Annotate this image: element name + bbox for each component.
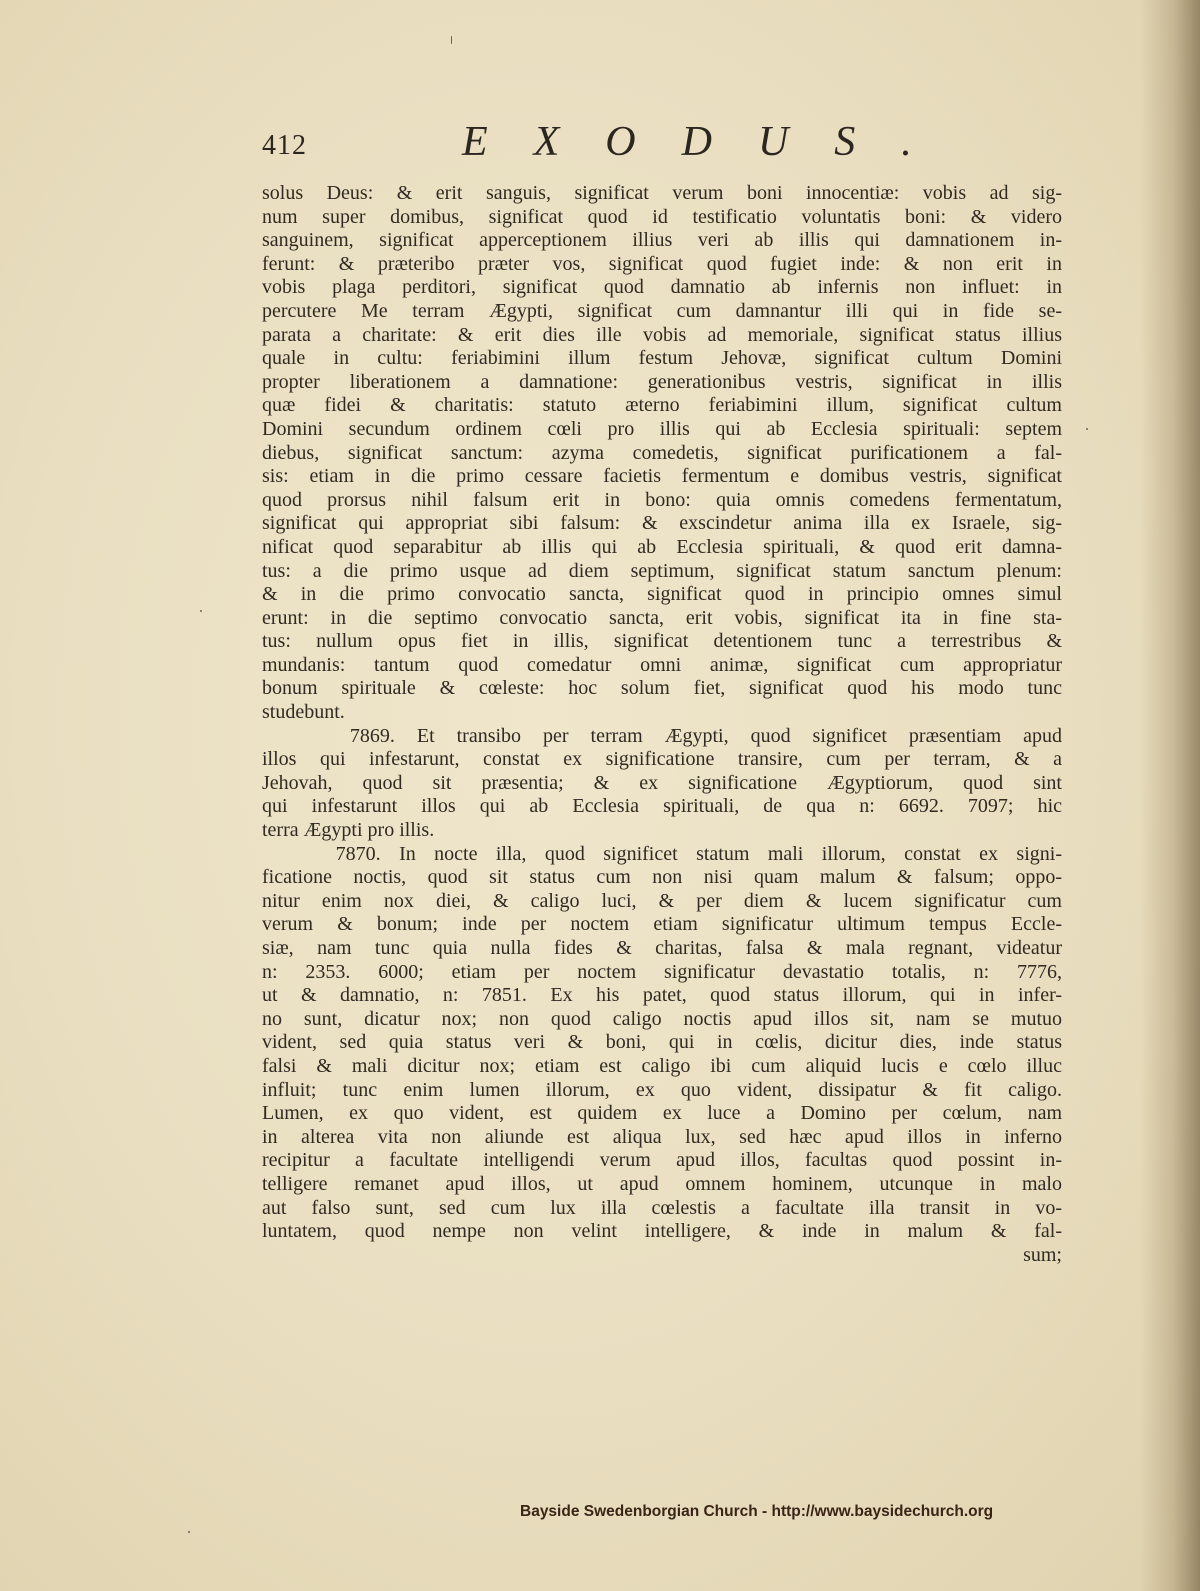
text-line: qui infestarunt illos qui ab Ecclesia spirituali, de qua n: 6692. 7097; hic <box>262 795 1062 818</box>
page-number: 412 <box>262 130 307 161</box>
page-edge-shadow <box>1140 0 1200 1591</box>
paper-speck <box>188 1531 190 1533</box>
text-line: ficatione noctis, quod sit status cum non nisi quam malum & falsum; oppo- <box>262 866 1062 889</box>
text-line: Jehovah, quod sit præsentia; & ex significatione Ægyptiorum, quod sint <box>262 771 1062 794</box>
text-line: aut falso sunt, sed cum lux illa cœlestis a facultate illa transit in vo- <box>262 1196 1062 1219</box>
text-line: illos qui infestarunt, constat ex significatione transire, cum per terram, & a <box>262 748 1062 771</box>
text-line: mundanis: tantum quod comedatur omni animæ, significat cum appropriatur <box>262 653 1062 676</box>
running-title: EXODUS. <box>462 119 958 165</box>
text-line: nificat quod separabitur ab illis qui ab Ecclesia spirituali, & quod erit damna- <box>262 535 1062 558</box>
text-line: diebus, significat sanctum: azyma comedetis, significat purificationem a fal- <box>262 441 1062 464</box>
catchword: sum; <box>1023 1243 1062 1266</box>
text-line: erunt: in die septimo convocatio sancta, erit vobis, significat ita in fine sta- <box>262 606 1062 629</box>
text-line: tus: nullum opus fiet in illis, significat detentionem tunc a terrestribus & <box>262 630 1062 653</box>
text-line: tus: a die primo usque ad diem septimum, significat statum sanctum plenum: <box>262 559 1062 582</box>
watermark-footer: Bayside Swedenborgian Church - http://www.baysidechurch.org <box>520 1503 994 1520</box>
text-line: influit; tunc enim lumen illorum, ex quo vident, dissipatur & fit caligo. <box>262 1078 1062 1101</box>
text-line: propter liberationem a damnatione: generationibus vestris, significat in illis <box>262 370 1062 393</box>
text-line: ferunt: & præteribo præter vos, significat quod fugiet inde: & non erit in <box>262 252 1062 275</box>
text-line: terra Ægypti pro illis. <box>262 819 435 842</box>
text-line: Lumen, ex quo vident, est quidem ex luce a Domino per cœlum, nam <box>262 1102 1062 1125</box>
text-line: studebunt. <box>262 701 345 724</box>
text-line: in alterea vita non aliunde est aliqua lux, sed hæc apud illos in inferno <box>262 1125 1062 1148</box>
page-header <box>262 118 1062 168</box>
text-line: sis: etiam in die primo cessare facietis fermentum e domibus vestris, significat <box>262 465 1062 488</box>
text-line: quale in cultu: feriabimini illum festum Jehovæ, significat cultum Domini <box>262 347 1062 370</box>
paper-speck <box>451 36 452 44</box>
text-line: luntatem, quod nempe non velint intelligere, & inde in malum & fal- <box>262 1220 1062 1243</box>
text-line: parata a charitate: & erit dies ille vobis ad memoriale, significat status illius <box>262 323 1062 346</box>
text-line: bonum spirituale & cœleste: hoc solum fiet, significat quod his modo tunc <box>262 677 1062 700</box>
text-line: vident, sed quia status veri & boni, qui in cœlis, dicitur dies, inde status <box>262 1031 1062 1054</box>
text-line: significat qui appropriat sibi falsum: & exscindetur anima illa ex Israele, sig- <box>262 512 1062 535</box>
body-text <box>262 182 1062 1267</box>
text-line: no sunt, dicatur nox; non quod caligo noctis apud illos sit, nam se mutuo <box>262 1007 1062 1030</box>
text-line: siæ, nam tunc quia nulla fides & charitas, falsa & mala regnant, videatur <box>262 937 1062 959</box>
text-line: recipitur a facultate intelligendi verum apud illos, facultas quod possint in- <box>262 1149 1062 1172</box>
text-line: num super domibus, significat quod id testificatio voluntatis boni: & videro <box>262 205 1062 228</box>
text-line: ut & damnatio, n: 7851. Ex his patet, quod status illorum, qui in infer- <box>262 984 1062 1007</box>
paragraph-7869-start: 7869. Et transibo per terram Ægypti, quod significet præsentiam apud <box>262 724 1062 747</box>
text-line: percutere Me terram Ægypti, significat cum damnantur illi qui in fide se- <box>262 299 1062 322</box>
paper-speck <box>200 610 202 612</box>
text-line: quæ fidei & charitatis: statuto æterno feriabimini illum, significat cultum <box>262 394 1062 417</box>
text-line: solus Deus: & erit sanguis, significat verum boni innocentiæ: vobis ad sig- <box>262 182 1062 204</box>
text-line: n: 2353. 6000; etiam per noctem significatur devastatio totalis, n: 7776, <box>262 960 1062 983</box>
paragraph-7870-start: 7870. In nocte illa, quod significet statum mali illorum, constat ex signi- <box>262 842 1062 865</box>
text-line: telligere remanet apud illos, ut apud omnem hominem, utcunque in malo <box>262 1172 1062 1195</box>
text-line: verum & bonum; inde per noctem etiam significatur ultimum tempus Eccle- <box>262 913 1062 936</box>
text-line: falsi & mali dicitur nox; etiam est caligo ibi cum aliquid lucis e cœlo illuc <box>262 1054 1062 1077</box>
text-line: Domini secundum ordinem cœli pro illis qui ab Ecclesia spirituali: septem <box>262 417 1062 440</box>
text-line: quod prorsus nihil falsum erit in bono: quia omnis comedens fermentatum, <box>262 488 1062 511</box>
text-line: vobis plaga perditori, significat quod damnatio ab infernis non influet: in <box>262 276 1062 299</box>
text-line: & in die primo convocatio sancta, significat quod in principio omnes simul <box>262 583 1062 606</box>
text-line: nitur enim nox diei, & caligo luci, & per diem & lucem significatur cum <box>262 889 1062 912</box>
text-line: sanguinem, significat apperceptionem illius veri ab illis qui damnationem in- <box>262 229 1062 252</box>
paper-speck <box>1086 428 1088 430</box>
